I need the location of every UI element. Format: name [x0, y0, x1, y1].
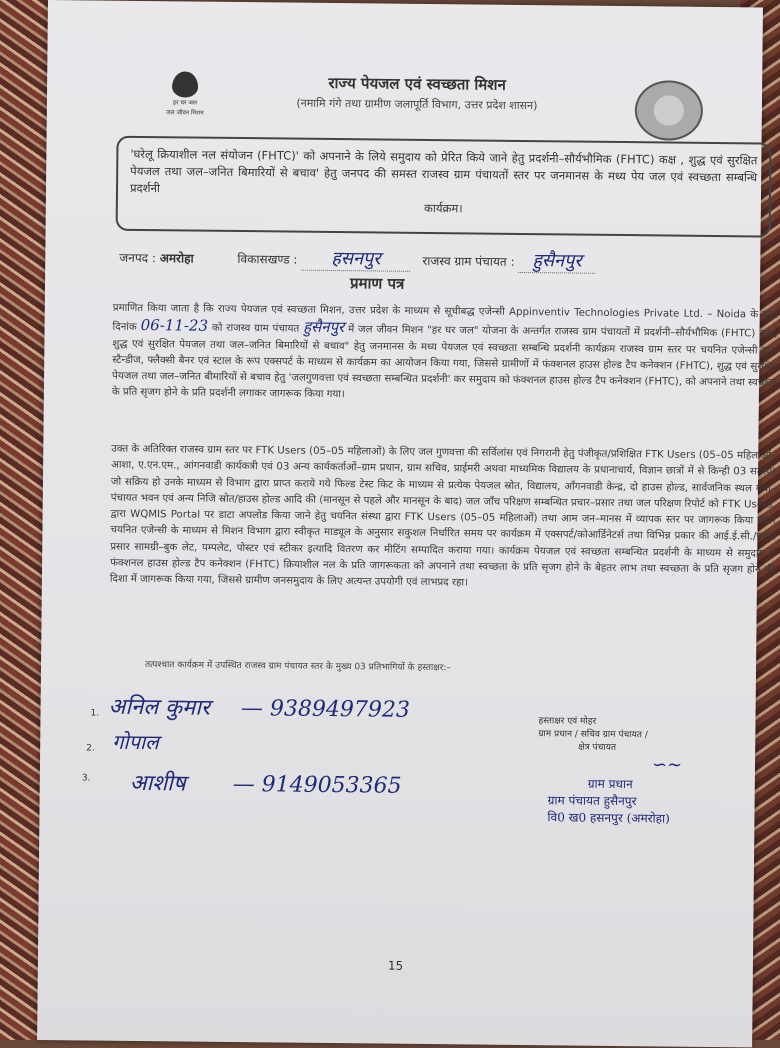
page-subtitle: (नमामि गंगे तथा ग्रामीण जलापूर्ति विभाग, उत्तर प्रदेश शासन) [296, 96, 538, 113]
banner-text-end: कार्यक्रम। [423, 200, 463, 216]
sign-block-line: ग्राम प्रधान / सचिव ग्राम पंचायत / [538, 729, 648, 741]
participant-signature [108, 691, 410, 724]
stamp-line: ग्राम प्रधान [587, 776, 633, 792]
block-value: हसनपुर [301, 246, 411, 272]
handwritten-village: हुसैनपुर [303, 317, 345, 337]
logo-caption-1: हर घर जल [172, 99, 197, 107]
participant-number: 1. [90, 708, 100, 719]
participant-phone: — 9389497923 [240, 696, 411, 723]
participant-number: 3. [81, 773, 91, 784]
program-banner [116, 136, 772, 238]
signature-note: तत्पश्चात कार्यक्रम में उपस्थित राजस्व ग्राम पंचायत स्तर के मुख्य 03 प्रतिभागियों के हस्ताक्षर:– [144, 660, 451, 674]
participant-signature [112, 728, 159, 755]
pradhan-signature: ∽~ [651, 754, 683, 776]
participant-phone: — 9149053365 [232, 771, 402, 799]
signature-authority-block [538, 715, 758, 756]
document-header [157, 71, 677, 114]
janpad-label: जनपद : [119, 250, 157, 266]
handwritten-date: 06-11-23 [140, 316, 209, 335]
certificate-title: प्रमाण पत्र [349, 274, 405, 293]
sign-block-line: क्षेत्र पंचायत [578, 742, 617, 753]
paragraph-1 [112, 301, 778, 409]
participant-name: गोपाल [112, 729, 159, 755]
document-page [37, 0, 778, 1047]
para1-text-a: प्रमाणित किया जाता है कि राज्य पेयजल एवं स्वच्छता मिशन, उत्तर प्रदेश के माध्यम से सूचीबद्ध एजेन्सी Appinventiv Technologies Private Ltd. – Noida के द्वारा दिनांक [112, 302, 778, 334]
participant-name: अनिल कुमार [108, 694, 211, 721]
location-row [119, 244, 759, 276]
page-number: 15 [387, 958, 404, 973]
page-title: राज्य पेयजल एवं स्वच्छता मिशन [328, 73, 506, 94]
logo-caption-2: जल जीवन मिशन [166, 109, 204, 117]
stamp-line: वि0 ख0 हसनपुर (अमरोहा) [547, 810, 670, 826]
block-label: विकासखण्ड : [237, 251, 298, 267]
para1-text-b: को राजस्व ग्राम पंचायत [211, 323, 300, 335]
banner-text: 'घरेलू क्रियाशील नल संयोजन (FHTC)' को अपनाने के लिये समुदाय को प्रेरित किये जाने हेतु प्रदर्शनी–सौर्यभौमिक (FHTC) कक्ष , शुद्ध एवं सुरक्षित पेयजल तथा जल–जनित बिमारियों से बचाव' हेतु जनपद की समस्त राजस्व ग्राम पंचायतों स्तर पर जनमानस के मध्य पेय जल एवं स्वच्छता सम्बन्धि प्रदर्शनी [129, 146, 758, 196]
paragraph-2: उक्त के अतिरिक्त राजस्व ग्राम स्तर पर FTK Users (05–05 महिलाओं) के लिए जल गुणवत्ता की सर्विलांस एवं निगरानी हेतु पंजीकृत/प्रशिक्षित FTK Users (05–05 महिलाओं–आशा, ए.एन.एम., आंगनवाडी कार्यकत्री एवं 03 अन्य कार्यकर्ताओं–ग्राम प्रधान, ग्राम सचिव, प्राईमरी अथवा माध्यमिक विद्यालय के प्रधानाचार्य, विज्ञान छात्रों में से किन्ही 03 सदस्य) जो सक्रिय हो उनके माध्यम से विभाग द्वारा प्राप्त कराये गये फिल्ड टेस्ट किट के माध्यम से प्रत्येक पेयजल स्रोत, विद्यालय, आँगनवाडी केन्द्र, दो हाउस होल्ड, सार्वजनिक स्थल यथा–पंचायत भवन एवं अन्य निजि स्रोत/हाउस होल्ड आदि की (मानसून से पहले और मानसून के बाद) जल जाँच परिक्षण सम्बन्धित प्रचार–प्रसार तथा जल परिक्षण रिपोर्ट को FTK Users. द्वारा WQMIS Portal पर डाटा अपलोड किया जाने हेतु चयनित संस्था द्वारा FTK Users (05–05 महिलाओं) तथा आम जन–मानस में व्यापक स्तर पर जागरूक किया गया। चयनित एजेन्सी के माध्यम से मिशन विभाग द्वारा स्वीकृत माड्यूल के अनुसार सकुशल निर्धारित समय पर कार्यक्रम में एक्सपर्ट/कोआर्डिनेटर्स तथा विभिन्न प्रकार की आई.ई.सी./प्रचार प्रसार सामग्री–बुक लेट, पम्पलेट, पोस्टर एवं स्टीकर इत्यादि वितरण कर मीटिंग सम्पादित कराया गया। कार्यक्रम पेयजल एवं स्वच्छता सम्बन्धित प्रदर्शनी के माध्यम से समुदाय में फंक्शनल हाउस होल्ड टैप कनेक्शन (FHTC) क्रियाशील नल के प्रति जागरूकता को अपनाने तथा स्वच्छता के प्रति सृजग होने के बेहतर लाभ तथा स्वच्छता के प्रति सृजग होने की दिशा में जागरूक किया गया, जिससे ग्रामीण जनसमुदाय के लिए अत्यन्त उपयोगी एवं लाभप्रद रहा। [109, 443, 777, 589]
gp-label: राजस्व ग्राम पंचायत : [422, 253, 515, 269]
sign-block-line: हस्ताक्षर एवं मोहर [538, 716, 597, 727]
para1-text-c: में जल जीवन मिशन "हर घर जल" योजना के अन्तर्गत राजस्व ग्राम पंचायतों में प्रदर्शनी–सौर्यभौमिक (FHTC) कक्ष, शुद्ध एवं सुरक्षित पेयजल तथा जल–जनित बिमारियों से बचाव" हेतु जनमानस के मध्य पेयजल एवं स्वच्छता सम्बन्धि प्रदर्शनी कार्यक्रम राजस्व ग्राम स्तर पर चयनित एजेन्सी द्वारा स्टैन्डीज, फ्लैक्सी बैनर एवं स्टाल के रूप एक्सपर्ट के माध्यम से कार्यक्रम का आयोजन किया गया, जिससे ग्रामीणों में फंक्शनल हाउस होल्ड टैप कनेक्शन (FHTC), शुद्ध एवं सुरक्षित पेयजल तथा जल–जनित बीमारियों से बचाव हेतु 'जलगुणवत्ता एवं स्वच्छता सम्बन्धित प्रदर्शनी' कर समुदाय को फंक्शनल हाउस होल्ड टैप कनेक्शन (FHTC), को अपनाने तथा स्वच्छता के प्रति सृजग होने के प्रति प्रदर्शनी लगाकर जागरूक किया गया। [111, 324, 778, 401]
participant-number: 2. [86, 743, 95, 754]
pradhan-stamp [547, 775, 670, 827]
up-government-emblem-icon [635, 80, 704, 141]
participant-name: आशीष [129, 770, 186, 797]
participant-signature [130, 767, 402, 800]
janpad-value: अमरोहा [159, 251, 194, 266]
gp-value: हुसैनपुर [518, 248, 596, 274]
stamp-line: ग्राम पंचायत हुसैनपुर [547, 793, 637, 809]
